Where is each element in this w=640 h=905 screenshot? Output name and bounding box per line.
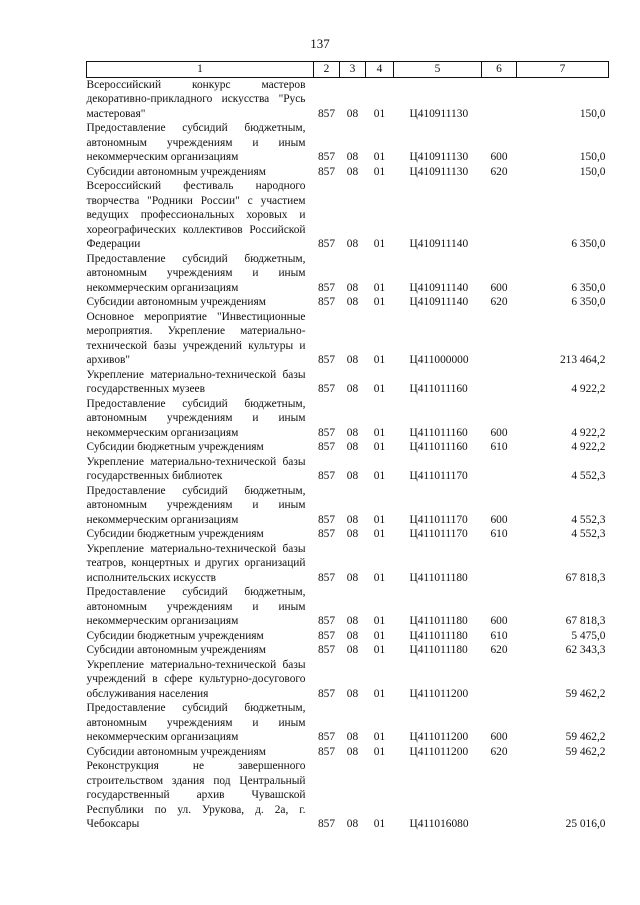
row-expense-type-cell: 600 [490, 615, 508, 627]
row-section-cell: 08 [346, 238, 359, 250]
row-subsection-cell: 01 [373, 513, 386, 526]
row-expense-type-cell: 600 [490, 731, 508, 743]
table-row [87, 77, 609, 121]
row-section-cell: 08 [346, 281, 359, 294]
row-code-cell: 857 [317, 818, 336, 830]
row-expense-type-cell [482, 542, 517, 586]
row-subsection-cell: 01 [373, 354, 386, 366]
row-amount-cell: 4 922,2 [571, 441, 606, 453]
row-expense-type-cell: 610 [490, 441, 508, 453]
row-code-cell: 857 [317, 615, 336, 627]
table-row [87, 527, 609, 542]
row-target-article-cell: Ц410911130 [409, 151, 469, 163]
row-target-article-cell: Ц411011200 [409, 731, 469, 743]
row-name-cell: Предоставление субсидий бюджетным, автономным учреждениям и иным некоммерческим организациям [86, 586, 306, 627]
row-code-cell: 857 [317, 354, 336, 366]
row-code-cell: 857 [317, 629, 336, 642]
row-name-cell: Субсидии автономным учреждениям [86, 644, 266, 656]
row-code-cell: 857 [317, 426, 336, 439]
row-amount-cell: 4 552,3 [571, 513, 606, 526]
column-header-2: 2 [314, 62, 340, 78]
row-subsection-cell: 01 [373, 383, 386, 395]
row-name-cell: Субсидии бюджетным учреждениям [86, 441, 264, 453]
row-target-article-cell: Ц410911130 [409, 107, 469, 120]
row-subsection-cell: 01 [373, 470, 386, 482]
row-section-cell: 08 [346, 818, 359, 830]
row-amount-cell: 150,0 [579, 151, 606, 163]
row-amount-cell: 67 818,3 [565, 571, 606, 584]
column-header-5: 5 [394, 62, 482, 78]
row-expense-type-cell: 610 [490, 629, 508, 642]
row-subsection-cell: 01 [373, 528, 386, 540]
row-name-cell: Субсидии автономным учреждениям [86, 296, 266, 308]
row-subsection-cell: 01 [373, 644, 386, 656]
row-expense-type-cell [482, 179, 517, 252]
row-subsection-cell: 01 [373, 687, 386, 700]
row-code-cell: 857 [317, 238, 336, 250]
budget-table [86, 61, 609, 832]
row-expense-type-cell [482, 455, 517, 484]
table-row [87, 658, 609, 702]
table-row [87, 585, 609, 629]
row-amount-cell: 59 462,2 [565, 745, 606, 758]
row-name-cell: Предоставление субсидий бюджетным, автономным учреждениям и иным некоммерческим организациям [86, 484, 306, 526]
table-row [87, 310, 609, 368]
row-target-article-cell: Ц411000000 [409, 354, 469, 366]
row-expense-type-cell: 620 [490, 165, 508, 178]
table-row [87, 165, 609, 180]
row-section-cell: 08 [346, 441, 359, 453]
row-code-cell: 857 [317, 107, 336, 120]
table-row [87, 295, 609, 310]
row-section-cell: 08 [346, 426, 359, 439]
row-name-cell: Субсидии бюджетным учреждениям [86, 629, 264, 642]
row-amount-cell: 6 350,0 [571, 281, 606, 294]
row-code-cell: 857 [317, 731, 336, 743]
table-row [87, 701, 609, 745]
table-row [87, 121, 609, 165]
table-row [87, 484, 609, 528]
row-name-cell: Укрепление материально-технической базы государственных музеев [86, 368, 306, 395]
row-section-cell: 08 [346, 629, 359, 642]
row-expense-type-cell: 600 [490, 281, 508, 294]
row-code-cell: 857 [317, 513, 336, 526]
table-row [87, 643, 609, 658]
table-row [87, 455, 609, 484]
table-row [87, 440, 609, 455]
row-target-article-cell: Ц411011180 [409, 571, 468, 584]
row-amount-cell: 4 552,3 [571, 470, 606, 482]
row-code-cell: 857 [317, 383, 336, 395]
row-expense-type-cell [482, 310, 517, 368]
column-header-4: 4 [366, 62, 394, 78]
row-section-cell: 08 [346, 571, 359, 584]
row-subsection-cell: 01 [373, 731, 386, 743]
row-name-cell: Субсидии автономным учреждениям [86, 165, 266, 178]
row-target-article-cell: Ц411011170 [409, 528, 468, 540]
row-section-cell: 08 [346, 745, 359, 758]
column-header-6: 6 [482, 62, 517, 78]
row-code-cell: 857 [317, 441, 336, 453]
row-target-article-cell: Ц411016080 [409, 818, 469, 830]
table-row [87, 629, 609, 644]
row-amount-cell: 4 922,2 [571, 426, 606, 439]
row-expense-type-cell: 600 [490, 151, 508, 163]
row-subsection-cell: 01 [373, 571, 386, 584]
row-name-cell: Реконструкция не завершенного строительством здания под Центральный государственный архив Чувашской Республики по ул. Урукова, д. 2а, г. Чебоксары [86, 760, 306, 830]
column-header-1: 1 [87, 62, 314, 78]
table-row [87, 759, 609, 832]
row-section-cell: 08 [346, 383, 359, 395]
row-section-cell: 08 [346, 731, 359, 743]
row-target-article-cell: Ц411011160 [409, 383, 468, 395]
table-row [87, 542, 609, 586]
row-section-cell: 08 [346, 470, 359, 482]
row-target-article-cell: Ц411011200 [409, 745, 469, 758]
row-expense-type-cell: 620 [490, 745, 508, 758]
row-expense-type-cell: 600 [490, 426, 508, 439]
row-amount-cell: 59 462,2 [565, 687, 606, 700]
row-expense-type-cell [482, 759, 517, 832]
row-amount-cell: 4 922,2 [571, 383, 606, 395]
row-name-cell: Всероссийский конкурс мастеров декоративно-прикладного искусства "Русь мастеровая" [86, 78, 306, 120]
row-name-cell: Предоставление субсидий бюджетным, автономным учреждениям и иным некоммерческим организациям [86, 397, 306, 439]
table-header-row [87, 62, 609, 78]
row-subsection-cell: 01 [373, 296, 386, 308]
row-amount-cell: 213 464,2 [559, 354, 606, 366]
table-row [87, 368, 609, 397]
row-target-article-cell: Ц411011200 [409, 687, 469, 700]
row-section-cell: 08 [346, 165, 359, 178]
row-subsection-cell: 01 [373, 615, 386, 627]
page-number: 137 [310, 36, 330, 51]
row-amount-cell: 5 475,0 [571, 629, 606, 642]
table-row [87, 252, 609, 296]
row-code-cell: 857 [317, 745, 336, 758]
row-section-cell: 08 [346, 528, 359, 540]
row-expense-type-cell [482, 368, 517, 397]
row-target-article-cell: Ц410911140 [409, 296, 469, 308]
row-target-article-cell: Ц411011180 [409, 644, 468, 656]
row-amount-cell: 59 462,2 [565, 731, 606, 743]
row-section-cell: 08 [346, 687, 359, 700]
row-code-cell: 857 [317, 165, 336, 178]
row-section-cell: 08 [346, 513, 359, 526]
row-subsection-cell: 01 [373, 426, 386, 439]
row-name-cell: Субсидии бюджетным учреждениям [86, 528, 264, 540]
row-code-cell: 857 [317, 687, 336, 700]
row-subsection-cell: 01 [373, 165, 386, 178]
row-section-cell: 08 [346, 151, 359, 163]
row-target-article-cell: Ц411011170 [409, 470, 468, 482]
row-amount-cell: 150,0 [579, 165, 606, 178]
row-target-article-cell: Ц410911140 [409, 281, 469, 294]
row-expense-type-cell: 600 [490, 513, 508, 526]
row-section-cell: 08 [346, 615, 359, 627]
row-amount-cell: 62 343,3 [565, 644, 606, 656]
table-row [87, 397, 609, 441]
row-amount-cell: 6 350,0 [571, 238, 606, 250]
row-amount-cell: 25 016,0 [565, 818, 606, 830]
row-section-cell: 08 [346, 354, 359, 366]
row-code-cell: 857 [317, 470, 336, 482]
row-expense-type-cell: 620 [490, 644, 508, 656]
column-header-3: 3 [340, 62, 366, 78]
table-body [87, 77, 609, 832]
row-expense-type-cell [482, 658, 517, 702]
row-expense-type-cell [482, 77, 517, 121]
row-section-cell: 08 [346, 296, 359, 308]
row-name-cell: Всероссийский фестиваль народного творчества "Родники России" с участием ведущих профессиональных хоровых и хореографических коллективов Российской Федерации [86, 180, 306, 250]
row-code-cell: 857 [317, 644, 336, 656]
row-code-cell: 857 [317, 151, 336, 163]
row-expense-type-cell: 620 [490, 296, 508, 308]
row-code-cell: 857 [317, 281, 336, 294]
row-code-cell: 857 [317, 296, 336, 308]
row-subsection-cell: 01 [373, 238, 386, 250]
row-target-article-cell: Ц410911130 [409, 165, 469, 178]
row-name-cell: Предоставление субсидий бюджетным, автономным учреждениям и иным некоммерческим организациям [86, 122, 306, 163]
row-subsection-cell: 01 [373, 629, 386, 642]
row-section-cell: 08 [346, 107, 359, 120]
row-code-cell: 857 [317, 571, 336, 584]
table-row [87, 179, 609, 252]
row-amount-cell: 4 552,3 [571, 528, 606, 540]
row-target-article-cell: Ц411011180 [409, 615, 468, 627]
row-section-cell: 08 [346, 644, 359, 656]
row-name-cell: Укрепление материально-технической базы государственных библиотек [86, 455, 306, 482]
column-header-7: 7 [517, 62, 609, 78]
row-target-article-cell: Ц411011160 [409, 426, 468, 439]
row-subsection-cell: 01 [373, 745, 386, 758]
row-name-cell: Предоставление субсидий бюджетным, автономным учреждениям и иным некоммерческим организациям [86, 702, 306, 743]
row-name-cell: Предоставление субсидий бюджетным, автономным учреждениям и иным некоммерческим организациям [86, 252, 306, 294]
row-name-cell: Укрепление материально-технической базы учреждений в сфере культурно-досугового обслуживания населения [86, 658, 306, 700]
row-amount-cell: 6 350,0 [571, 296, 606, 308]
table-row [87, 745, 609, 760]
row-target-article-cell: Ц410911140 [409, 238, 469, 250]
row-subsection-cell: 01 [373, 151, 386, 163]
row-expense-type-cell: 610 [490, 528, 508, 540]
row-subsection-cell: 01 [373, 441, 386, 453]
row-target-article-cell: Ц411011160 [409, 441, 468, 453]
row-name-cell: Субсидии автономным учреждениям [86, 745, 266, 758]
row-subsection-cell: 01 [373, 818, 386, 830]
row-subsection-cell: 01 [373, 107, 386, 120]
row-code-cell: 857 [317, 528, 336, 540]
row-name-cell: Укрепление материально-технической базы театров, концертных и других организаций исполнительских искусств [86, 542, 306, 584]
row-name-cell: Основное мероприятие "Инвестиционные мероприятия. Укрепление материально-технической базы учреждений культуры и архивов" [86, 310, 306, 366]
row-amount-cell: 67 818,3 [565, 615, 606, 627]
row-amount-cell: 150,0 [579, 107, 606, 120]
row-target-article-cell: Ц411011170 [409, 513, 468, 526]
row-subsection-cell: 01 [373, 281, 386, 294]
row-target-article-cell: Ц411011180 [409, 629, 468, 642]
